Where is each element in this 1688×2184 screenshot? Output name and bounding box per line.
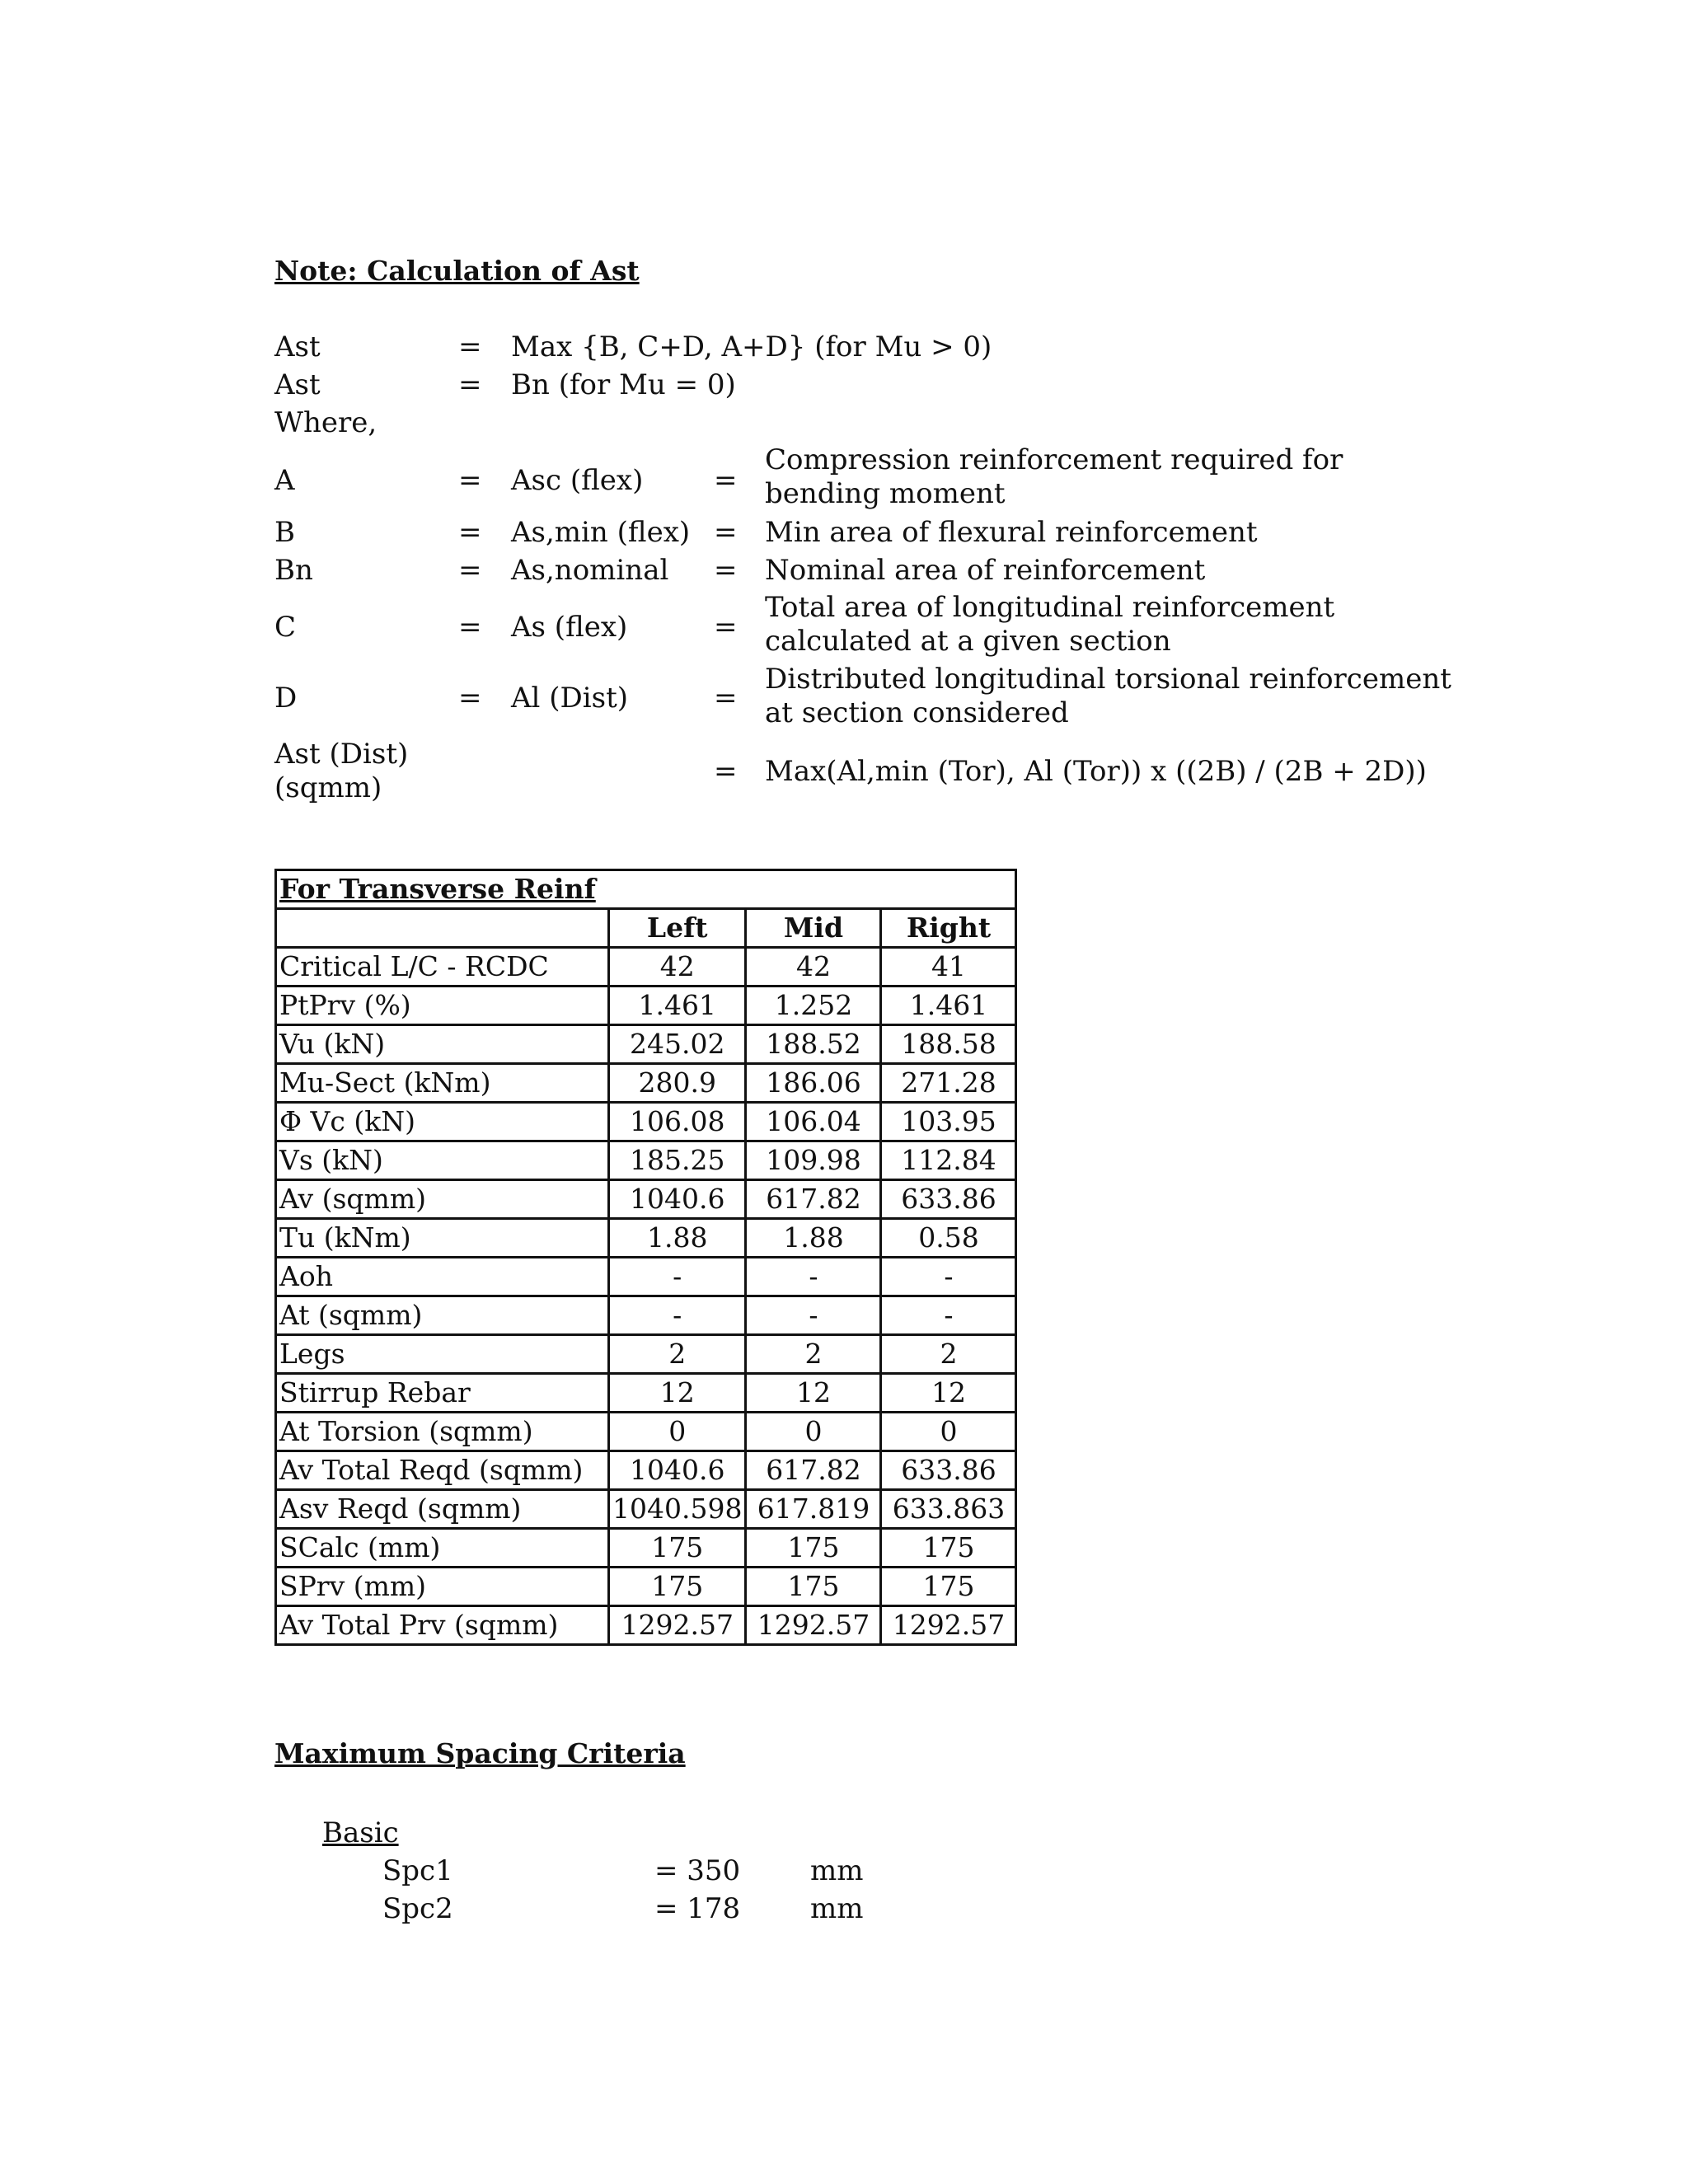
column-header-left: Left: [609, 909, 746, 948]
table-row: [276, 1219, 1016, 1258]
cell-mid: 42: [746, 948, 881, 987]
row-label: Av Total Reqd (sqmm): [276, 1451, 609, 1490]
ast-dist-expression: Max(Al,min (Tor), Al (Tor)) x ((2B) / (2B + 2D)): [765, 755, 1427, 788]
table-row: [276, 1064, 1016, 1103]
table-row: [276, 1451, 1016, 1490]
def-eq: =: [458, 611, 482, 644]
def-symbol: A: [274, 464, 295, 497]
cell-left: 0: [609, 1413, 746, 1451]
row-label: Vs (kN): [276, 1141, 609, 1180]
row-label: Legs: [276, 1335, 609, 1374]
basic-label: Basic: [322, 1816, 399, 1849]
cell-mid: 2: [746, 1335, 881, 1374]
table-row: [276, 1180, 1016, 1219]
formula-eq: =: [458, 368, 482, 401]
def-description: Compression reinforcement required for: [765, 443, 1343, 476]
where-label: Where,: [274, 406, 377, 439]
formula-lhs: Ast: [274, 368, 321, 401]
cell-mid: 617.82: [746, 1180, 881, 1219]
cell-right: -: [881, 1258, 1016, 1296]
def-eq: =: [458, 554, 482, 587]
cell-mid: 12: [746, 1374, 881, 1413]
cell-mid: 186.06: [746, 1064, 881, 1103]
table-row: [276, 1490, 1016, 1529]
table-row: [276, 987, 1016, 1025]
table-row: [276, 1529, 1016, 1568]
cell-right: 41: [881, 948, 1016, 987]
cell-mid: 175: [746, 1568, 881, 1606]
table-header-blank: [276, 909, 609, 948]
row-label: Asv Reqd (sqmm): [276, 1490, 609, 1529]
def-eq: =: [714, 611, 738, 644]
cell-mid: 1292.57: [746, 1606, 881, 1645]
def-eq: =: [458, 464, 482, 497]
table-title: For Transverse Reinf: [276, 870, 1016, 909]
cell-left: 12: [609, 1374, 746, 1413]
cell-mid: 617.819: [746, 1490, 881, 1529]
table-header-row: [276, 909, 1016, 948]
row-label: Φ Vc (kN): [276, 1103, 609, 1141]
cell-left: 1.461: [609, 987, 746, 1025]
def-description: Distributed longitudinal torsional reinforcement: [765, 663, 1451, 696]
cell-mid: 1.88: [746, 1219, 881, 1258]
row-label: Mu-Sect (kNm): [276, 1064, 609, 1103]
spacing-unit: mm: [810, 1854, 864, 1887]
row-label: Vu (kN): [276, 1025, 609, 1064]
cell-left: 106.08: [609, 1103, 746, 1141]
table-row: [276, 1258, 1016, 1296]
row-label: At Torsion (sqmm): [276, 1413, 609, 1451]
def-term: As,nominal: [511, 554, 669, 587]
cell-left: 1040.6: [609, 1451, 746, 1490]
cell-left: -: [609, 1258, 746, 1296]
spacing-name: Spc2: [382, 1892, 453, 1925]
def-term: Asc (flex): [511, 464, 644, 497]
def-symbol: B: [274, 516, 295, 549]
cell-mid: 617.82: [746, 1451, 881, 1490]
def-term: As (flex): [511, 611, 628, 644]
row-label: Stirrup Rebar: [276, 1374, 609, 1413]
cell-right: 0.58: [881, 1219, 1016, 1258]
cell-left: 42: [609, 948, 746, 987]
formula-rhs: Bn (for Mu = 0): [511, 368, 736, 401]
cell-right: 188.58: [881, 1025, 1016, 1064]
cell-left: 2: [609, 1335, 746, 1374]
def-eq: =: [714, 554, 738, 587]
cell-left: 175: [609, 1529, 746, 1568]
cell-left: 1.88: [609, 1219, 746, 1258]
cell-left: 185.25: [609, 1141, 746, 1180]
spacing-value: = 350: [654, 1854, 741, 1887]
cell-mid: 0: [746, 1413, 881, 1451]
spacing-name: Spc1: [382, 1854, 453, 1887]
formula-lhs: Ast: [274, 330, 321, 363]
table-row: [276, 1413, 1016, 1451]
def-description: calculated at a given section: [765, 625, 1171, 658]
cell-right: 175: [881, 1529, 1016, 1568]
row-label: At (sqmm): [276, 1296, 609, 1335]
row-label: SCalc (mm): [276, 1529, 609, 1568]
def-term: As,min (flex): [511, 516, 691, 549]
table-row: [276, 1296, 1016, 1335]
cell-mid: 1.252: [746, 987, 881, 1025]
cell-mid: 109.98: [746, 1141, 881, 1180]
cell-right: 271.28: [881, 1064, 1016, 1103]
def-description: at section considered: [765, 696, 1069, 729]
cell-mid: 106.04: [746, 1103, 881, 1141]
table-row: [276, 1335, 1016, 1374]
formula-eq: =: [458, 330, 482, 363]
cell-right: 112.84: [881, 1141, 1016, 1180]
def-eq: =: [714, 682, 738, 715]
def-description: Nominal area of reinforcement: [765, 554, 1206, 587]
column-header-right: Right: [881, 909, 1016, 948]
note-heading: Note: Calculation of Ast: [274, 255, 640, 287]
cell-left: 280.9: [609, 1064, 746, 1103]
table-row: [276, 1103, 1016, 1141]
def-eq: =: [714, 516, 738, 549]
cell-right: 103.95: [881, 1103, 1016, 1141]
cell-mid: -: [746, 1258, 881, 1296]
transverse-reinf-table: [274, 869, 1017, 1646]
table-row: [276, 1025, 1016, 1064]
cell-left: -: [609, 1296, 746, 1335]
row-label: PtPrv (%): [276, 987, 609, 1025]
def-description: bending moment: [765, 477, 1006, 510]
def-symbol: Bn: [274, 554, 313, 587]
ast-dist-unit: (sqmm): [274, 771, 382, 804]
cell-right: 1.461: [881, 987, 1016, 1025]
def-eq: =: [458, 682, 482, 715]
def-term: Al (Dist): [511, 682, 629, 715]
cell-mid: -: [746, 1296, 881, 1335]
def-symbol: C: [274, 611, 297, 644]
def-eq: =: [458, 516, 482, 549]
cell-right: 2: [881, 1335, 1016, 1374]
row-label: Tu (kNm): [276, 1219, 609, 1258]
def-symbol: D: [274, 682, 298, 715]
formula-rhs: Max {B, C+D, A+D} (for Mu > 0): [511, 330, 992, 363]
row-label: Critical L/C - RCDC: [276, 948, 609, 987]
row-label: Av Total Prv (sqmm): [276, 1606, 609, 1645]
cell-right: 12: [881, 1374, 1016, 1413]
cell-left: 175: [609, 1568, 746, 1606]
cell-left: 1292.57: [609, 1606, 746, 1645]
spacing-heading: Maximum Spacing Criteria: [274, 1737, 686, 1769]
cell-left: 1040.6: [609, 1180, 746, 1219]
table-row: [276, 1568, 1016, 1606]
cell-right: 633.86: [881, 1180, 1016, 1219]
table-title-row: [276, 870, 1016, 909]
row-label: Av (sqmm): [276, 1180, 609, 1219]
cell-right: 0: [881, 1413, 1016, 1451]
cell-mid: 188.52: [746, 1025, 881, 1064]
table-row: [276, 948, 1016, 987]
cell-right: 1292.57: [881, 1606, 1016, 1645]
ast-dist-eq: =: [714, 755, 738, 788]
cell-right: 633.863: [881, 1490, 1016, 1529]
spacing-value: = 178: [654, 1892, 741, 1925]
def-eq: =: [714, 464, 738, 497]
column-header-mid: Mid: [746, 909, 881, 948]
table-row: [276, 1606, 1016, 1645]
cell-mid: 175: [746, 1529, 881, 1568]
cell-right: -: [881, 1296, 1016, 1335]
table-row: [276, 1374, 1016, 1413]
row-label: SPrv (mm): [276, 1568, 609, 1606]
def-description: Min area of flexural reinforcement: [765, 516, 1258, 549]
def-description: Total area of longitudinal reinforcement: [765, 591, 1335, 624]
cell-left: 1040.598: [609, 1490, 746, 1529]
row-label: Aoh: [276, 1258, 609, 1296]
cell-right: 633.86: [881, 1451, 1016, 1490]
cell-left: 245.02: [609, 1025, 746, 1064]
spacing-unit: mm: [810, 1892, 864, 1925]
cell-right: 175: [881, 1568, 1016, 1606]
ast-dist-label: Ast (Dist): [274, 738, 409, 771]
table-row: [276, 1141, 1016, 1180]
